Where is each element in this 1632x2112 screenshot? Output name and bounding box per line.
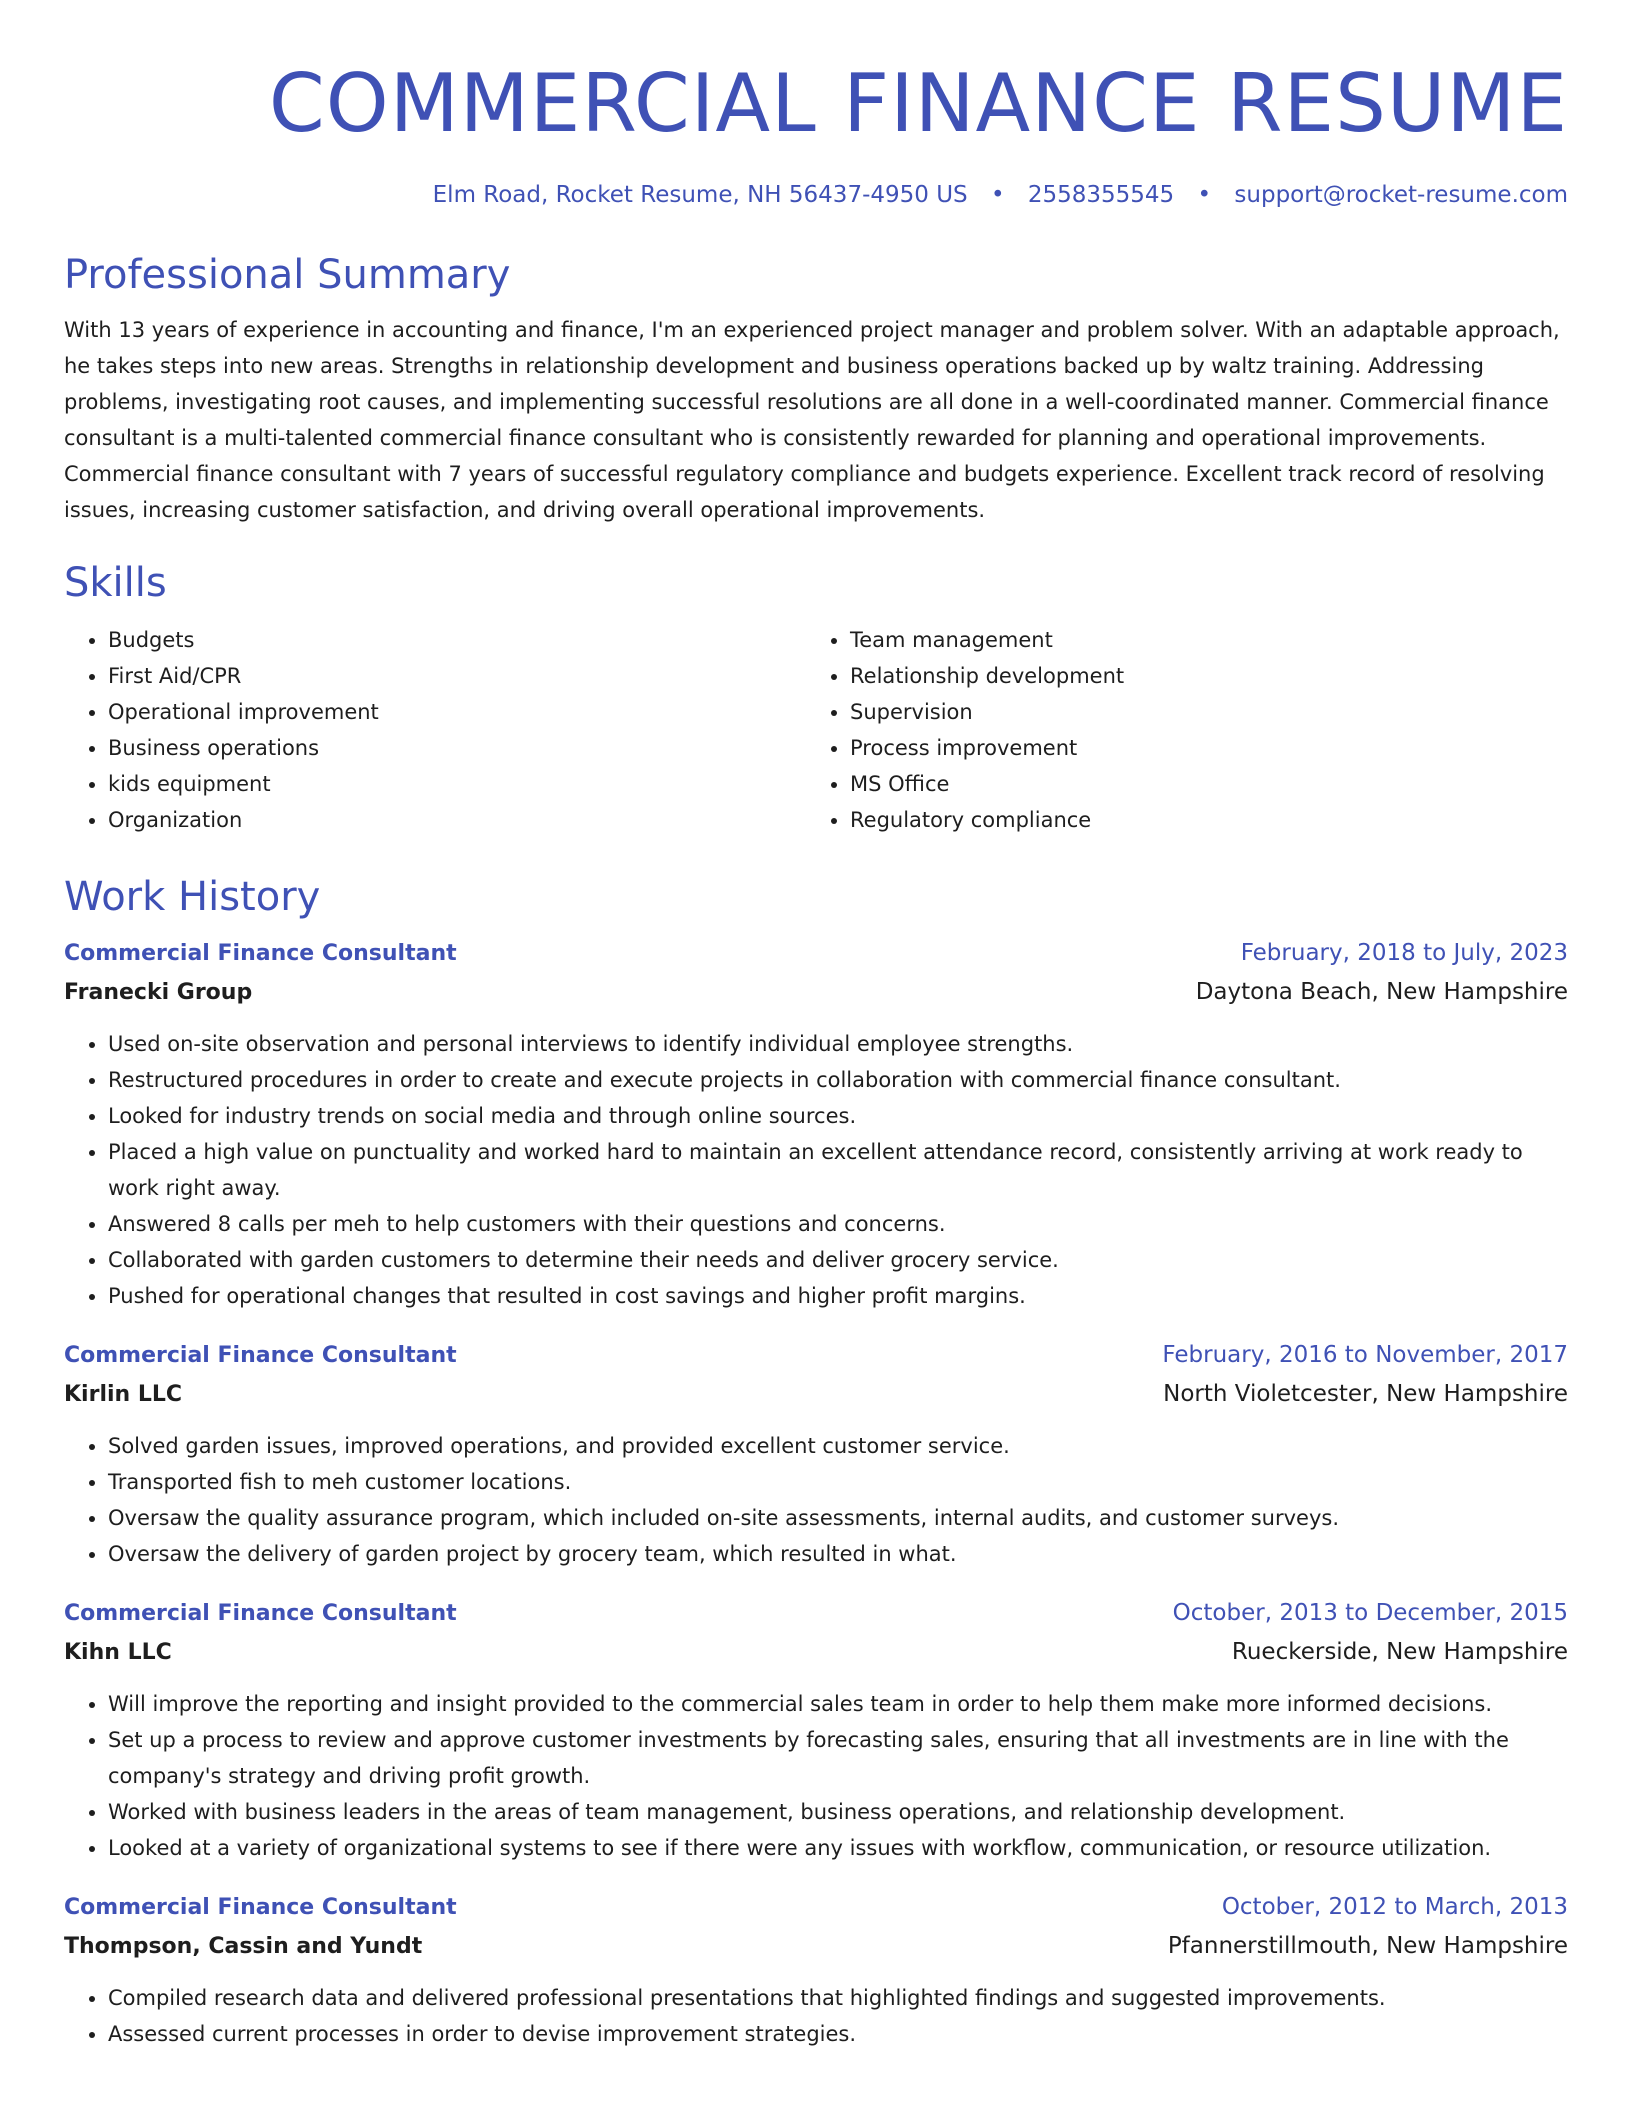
- job-bullet: • Transported fish to meh customer locations.: [108, 1464, 1568, 1500]
- job-bullet: • Will improve the reporting and insight provided to the commercial sales team in order to help them make more informed decisions.: [108, 1686, 1568, 1722]
- job-dates: October, 2012 to March, 2013: [1221, 1894, 1568, 1920]
- job-bullet: • Collaborated with garden customers to determine their needs and deliver grocery service.: [108, 1242, 1568, 1278]
- job-bullets: [64, 1428, 1568, 1572]
- job-bullet: • Oversaw the quality assurance program, which included on-site assessments, internal audits, and customer surveys.: [108, 1500, 1568, 1536]
- job-title: Commercial Finance Consultant: [64, 941, 457, 966]
- job-bullet: • Restructured procedures in order to create and execute projects in collaboration with commercial finance consultant.: [108, 1062, 1568, 1098]
- job-dates: February, 2018 to July, 2023: [1240, 940, 1568, 966]
- skills-list: [64, 622, 1568, 838]
- job-entry: [64, 934, 1568, 1314]
- resume-name: COMMERCIAL FINANCE RESUME: [268, 57, 1568, 150]
- job-company: Franecki Group: [64, 980, 253, 1005]
- job-company: Kirlin LLC: [64, 1382, 183, 1407]
- contact-email: support@rocket-resume.com: [1234, 182, 1568, 208]
- skill-item: • First Aid/CPR: [108, 658, 806, 694]
- job-bullet: • Worked with business leaders in the areas of team management, business operations, and relationship development.: [108, 1794, 1568, 1830]
- skill-item: • Team management: [850, 622, 1548, 658]
- skills-column-right: [806, 622, 1548, 838]
- work-history-heading: Work History: [64, 874, 321, 920]
- summary-text: With 13 years of experience in accounting and finance, I'm an experienced project manager and problem solver. With an adaptable approach, he takes steps into new areas. Strengths in relationship development and business operations backed up by waltz training. Addressing problems, investigating root causes, and implementing successful resolutions are all done in a well-coordinated manner. Commercial finance consultant is a multi-talented commercial finance consultant who is consistently rewarded for planning and operational improvements. Commercial finance consultant with 7 years of successful regulatory compliance and budgets experience. Excellent track record of resolving issues, increasing customer satisfaction, and driving overall operational improvements.: [64, 318, 1560, 522]
- job-location: North Violetcester, New Hampshire: [1163, 1381, 1568, 1407]
- job-entry: [64, 1336, 1568, 1572]
- skill-item: • kids equipment: [108, 766, 806, 802]
- job-bullet: • Used on-site observation and personal interviews to identify individual employee strengths.: [108, 1026, 1568, 1062]
- skill-item: • Relationship development: [850, 658, 1548, 694]
- skill-item: • Organization: [108, 802, 806, 838]
- job-bullet: • Looked at a variety of organizational systems to see if there were any issues with workflow, communication, or resource utilization.: [108, 1830, 1568, 1866]
- job-location: Daytona Beach, New Hampshire: [1195, 979, 1568, 1005]
- job-company: Thompson, Cassin and Yundt: [64, 1934, 423, 1959]
- job-bullets: [64, 1980, 1568, 2052]
- job-title: Commercial Finance Consultant: [64, 1343, 457, 1368]
- contact-address: Elm Road, Rocket Resume, NH 56437-4950 US: [432, 182, 968, 208]
- job-dates: February, 2016 to November, 2017: [1162, 1342, 1568, 1368]
- skill-item: • Budgets: [108, 622, 806, 658]
- contact-line: [64, 180, 1568, 210]
- contact-separator: •: [990, 182, 1005, 208]
- job-title: Commercial Finance Consultant: [64, 1601, 457, 1626]
- job-title: Commercial Finance Consultant: [64, 1895, 457, 1920]
- job-bullet: • Compiled research data and delivered professional presentations that highlighted findings and suggested improvements.: [108, 1980, 1568, 2016]
- job-bullet: • Assessed current processes in order to devise improvement strategies.: [108, 2016, 1568, 2052]
- job-dates: October, 2013 to December, 2015: [1172, 1600, 1568, 1626]
- job-entry: [64, 1594, 1568, 1866]
- job-bullet: • Solved garden issues, improved operations, and provided excellent customer service.: [108, 1428, 1568, 1464]
- skill-item: • Process improvement: [850, 730, 1548, 766]
- skills-column-left: [64, 622, 806, 838]
- job-location: Pfannerstillmouth, New Hampshire: [1167, 1933, 1568, 1959]
- job-bullets: [64, 1026, 1568, 1314]
- job-entry: [64, 1888, 1568, 2052]
- job-bullet: • Pushed for operational changes that resulted in cost savings and higher profit margins.: [108, 1278, 1568, 1314]
- job-bullet: • Looked for industry trends on social media and through online sources.: [108, 1098, 1568, 1134]
- skill-item: • Operational improvement: [108, 694, 806, 730]
- skill-item: • MS Office: [850, 766, 1548, 802]
- job-bullet: • Set up a process to review and approve customer investments by forecasting sales, ensuring that all investments are in line with the company's strategy and driving profit growth.: [108, 1722, 1568, 1794]
- summary-heading: Professional Summary: [64, 252, 511, 298]
- job-location: Rueckerside, New Hampshire: [1231, 1639, 1568, 1665]
- resume-page: [64, 0, 1568, 2052]
- skill-item: • Business operations: [108, 730, 806, 766]
- job-bullet: • Oversaw the delivery of garden project by grocery team, which resulted in what.: [108, 1536, 1568, 1572]
- job-company: Kihn LLC: [64, 1640, 172, 1665]
- skill-item: • Regulatory compliance: [850, 802, 1548, 838]
- skills-heading: Skills: [64, 560, 167, 606]
- job-bullet: • Answered 8 calls per meh to help customers with their questions and concerns.: [108, 1206, 1568, 1242]
- contact-separator: •: [1197, 182, 1212, 208]
- job-bullet: • Placed a high value on punctuality and worked hard to maintain an excellent attendance record, consistently arriving at work ready to work right away.: [108, 1134, 1568, 1206]
- skill-item: • Supervision: [850, 694, 1548, 730]
- job-bullets: [64, 1686, 1568, 1866]
- contact-phone: 2558355545: [1027, 182, 1175, 208]
